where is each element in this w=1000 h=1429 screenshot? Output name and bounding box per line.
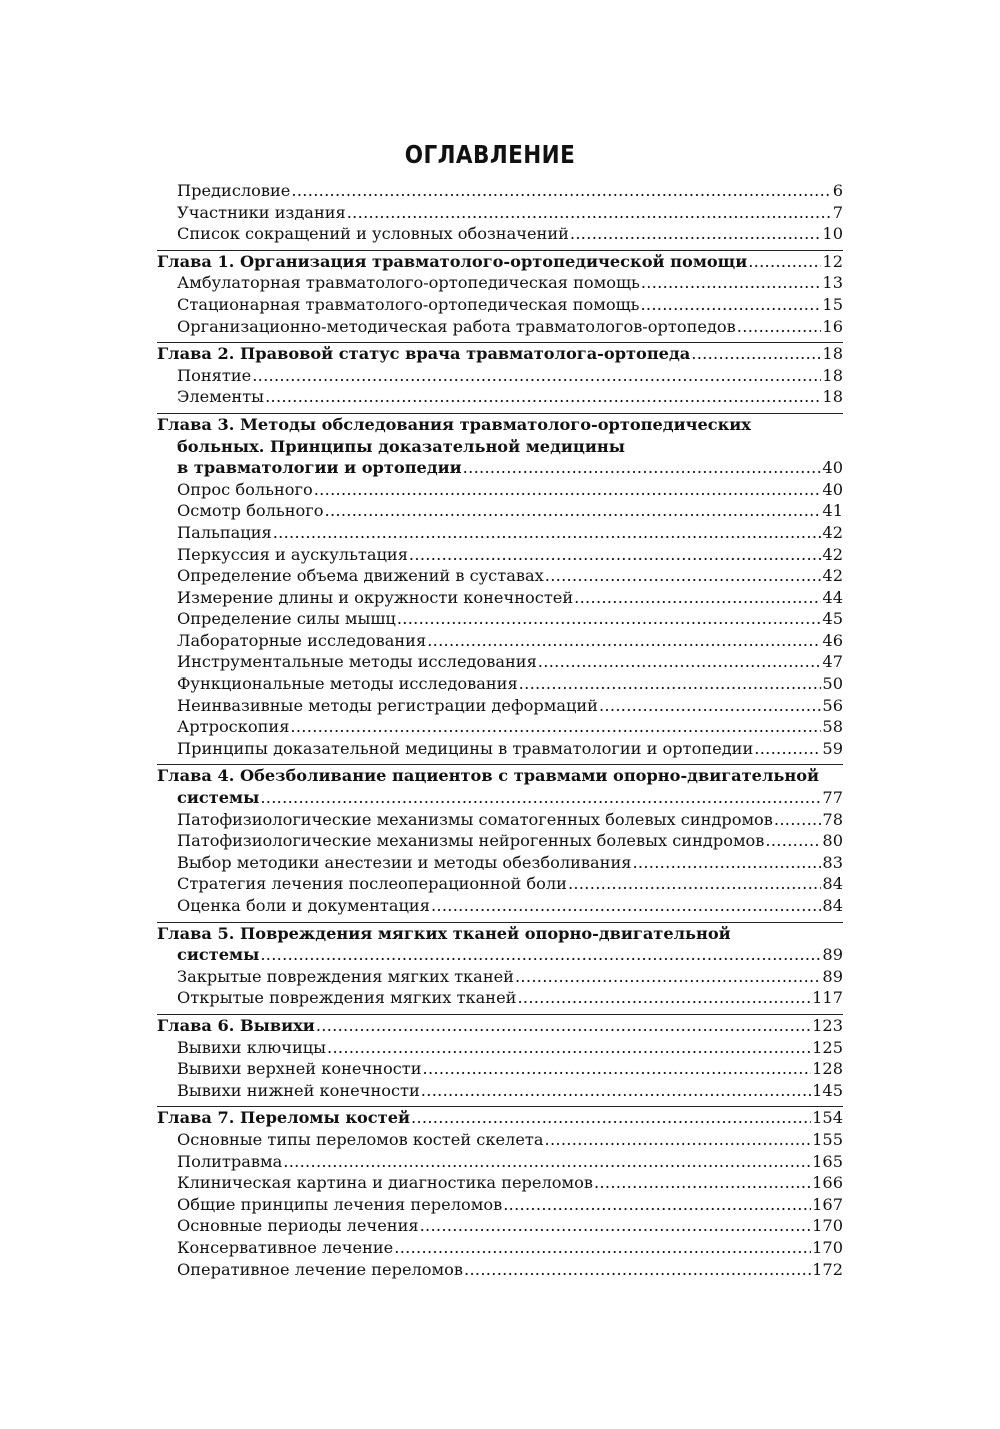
- toc-entry[interactable]: [157, 500, 843, 522]
- toc-entry[interactable]: [157, 809, 843, 831]
- dot-leader: [421, 1080, 811, 1102]
- entry-label: Вывихи нижней конечности: [177, 1080, 420, 1100]
- toc-entry[interactable]: [157, 294, 843, 316]
- dot-leader: [503, 1194, 811, 1216]
- dot-leader: [427, 630, 821, 652]
- page-number: 77: [822, 788, 843, 808]
- dot-leader: [394, 1237, 811, 1259]
- page-number: 123: [812, 1015, 843, 1035]
- toc-entry[interactable]: [157, 1080, 843, 1102]
- dot-leader: [283, 1151, 811, 1173]
- dot-leader: [517, 987, 811, 1009]
- dot-leader: [325, 500, 822, 522]
- toc-entry[interactable]: [157, 223, 843, 245]
- page-number: 18: [822, 344, 843, 364]
- dot-leader: [774, 809, 821, 831]
- toc-entry[interactable]: [157, 180, 843, 202]
- page-number: 10: [822, 224, 843, 244]
- dot-leader: [411, 1107, 811, 1129]
- dot-leader: [290, 716, 821, 738]
- dot-leader: [260, 787, 821, 809]
- chapter-title: системы: [177, 788, 260, 808]
- toc-entry[interactable]: [157, 852, 843, 874]
- entry-label: Инструментальные методы исследования: [177, 652, 537, 672]
- page-title: ОГЛАВЛЕНИЕ: [404, 140, 576, 169]
- toc-entry[interactable]: [157, 1172, 843, 1194]
- dot-leader: [347, 202, 832, 224]
- dot-leader: [423, 1058, 812, 1080]
- toc-entry[interactable]: [157, 830, 843, 852]
- entry-label: Оперативное лечение переломов: [177, 1259, 464, 1279]
- dot-leader: [316, 1015, 811, 1037]
- page-number: 117: [812, 988, 843, 1008]
- entry-label: Оценка боли и документация: [177, 896, 430, 915]
- dot-leader: [327, 1037, 811, 1059]
- page-number: 58: [822, 717, 843, 737]
- dot-leader: [515, 966, 821, 988]
- dot-leader: [431, 895, 821, 917]
- page-number: 50: [822, 674, 843, 694]
- toc-chapter-entry[interactable]: [157, 1015, 843, 1037]
- page-number: 172: [812, 1259, 843, 1279]
- page-number: 145: [812, 1080, 843, 1100]
- page-number: 13: [822, 273, 843, 293]
- entry-label: Закрытые повреждения мягких тканей: [177, 966, 514, 986]
- dot-leader: [599, 695, 821, 717]
- entry-label: Неинвазивные методы регистрации деформаций: [177, 695, 598, 715]
- dot-leader: [545, 565, 822, 587]
- dot-leader: [594, 1172, 811, 1194]
- entry-label: Список сокращений и условных обозначений: [177, 224, 569, 244]
- page-number: 42: [822, 566, 843, 586]
- page-number: 7: [832, 202, 843, 222]
- toc-entry[interactable]: [157, 987, 843, 1009]
- toc-entry[interactable]: [157, 1237, 843, 1259]
- toc-entry[interactable]: [157, 651, 843, 673]
- dot-leader: [545, 1129, 812, 1151]
- dot-leader: [641, 272, 822, 294]
- page-number: 125: [812, 1037, 843, 1057]
- chapter-title-line: Глава 3. Методы обследования травматолого-ортопедических: [157, 414, 751, 434]
- entry-label: Функциональные методы исследования: [177, 674, 518, 694]
- page-number: 41: [822, 501, 843, 521]
- page-number: 89: [822, 966, 843, 986]
- chapter-title: Глава 6. Вывихи: [157, 1015, 315, 1035]
- entry-label: Патофизиологические механизмы нейрогенных болевых синдромов: [177, 831, 765, 851]
- page-number: 166: [812, 1173, 843, 1193]
- toc-chapter-entry[interactable]: [157, 251, 843, 273]
- dot-leader: [754, 738, 821, 760]
- dot-leader: [632, 852, 821, 874]
- page-number: 56: [822, 695, 843, 715]
- dot-leader: [420, 1215, 812, 1237]
- entry-label: Стационарная травматолого-ортопедическая помощь: [177, 294, 640, 314]
- dot-leader: [519, 673, 822, 695]
- page-number: 78: [822, 809, 843, 829]
- toc-chapter-entry[interactable]: [157, 457, 843, 479]
- entry-label: Принципы доказательной медицины в травматологии и ортопедии: [177, 738, 754, 758]
- page-number: 84: [822, 896, 843, 915]
- entry-label: Политравма: [177, 1151, 283, 1171]
- dot-leader: [568, 873, 821, 895]
- page-number: 18: [822, 387, 843, 407]
- page-number: 84: [822, 874, 843, 894]
- toc-entry[interactable]: [157, 565, 843, 587]
- entry-label: Патофизиологические механизмы соматогенных болевых синдромов: [177, 809, 773, 829]
- page-number: 40: [822, 479, 843, 499]
- toc-entry[interactable]: [157, 738, 843, 760]
- toc-entry[interactable]: [157, 316, 843, 338]
- entry-label: Выбор методики анестезии и методы обезболивания: [177, 852, 632, 872]
- entry-label: Измерение длины и окружности конечностей: [177, 587, 574, 607]
- page-number: 170: [812, 1216, 843, 1236]
- page-number: 128: [812, 1059, 843, 1079]
- page-number: 12: [822, 251, 843, 271]
- page-number: 59: [822, 738, 843, 758]
- toc-entry[interactable]: [157, 479, 843, 501]
- toc-entry[interactable]: [157, 1259, 843, 1281]
- dot-leader: [265, 386, 821, 408]
- chapter-title-line: Глава 5. Повреждения мягких тканей опорно-двигательной: [157, 923, 731, 943]
- chapter-title-line: больных. Принципы доказательной медицины: [177, 436, 625, 456]
- toc-entry[interactable]: [157, 695, 843, 717]
- entry-label: Опрос больного: [177, 479, 313, 499]
- toc-entry[interactable]: [157, 202, 843, 224]
- entry-label: Организационно-методическая работа травматологов-ортопедов: [177, 316, 736, 336]
- dot-leader: [273, 522, 822, 544]
- page-number: 42: [822, 544, 843, 564]
- entry-label: Основные типы переломов костей скелета: [177, 1129, 544, 1149]
- dot-leader: [463, 457, 822, 479]
- dot-leader: [538, 651, 822, 673]
- toc-entry[interactable]: [157, 608, 843, 630]
- toc-entry[interactable]: [157, 895, 843, 917]
- page-number: 170: [812, 1237, 843, 1257]
- toc-entry[interactable]: [157, 630, 843, 652]
- dot-leader: [691, 343, 821, 365]
- entry-label: Определение объема движений в суставах: [177, 566, 544, 586]
- page-number: 155: [812, 1129, 843, 1149]
- toc-entry[interactable]: [157, 873, 843, 895]
- dot-leader: [252, 365, 821, 387]
- page-number: 16: [822, 316, 843, 336]
- dot-leader: [748, 251, 821, 273]
- entry-label: Основные периоды лечения: [177, 1216, 419, 1236]
- page-number: 42: [822, 522, 843, 542]
- dot-leader: [737, 316, 822, 338]
- dot-leader: [314, 479, 822, 501]
- entry-label: Предисловие: [177, 181, 291, 200]
- page-number: 15: [822, 294, 843, 314]
- entry-label: Открытые повреждения мягких тканей: [177, 988, 517, 1008]
- page-number: 6: [832, 181, 843, 200]
- dot-leader: [464, 1259, 811, 1281]
- entry-label: Понятие: [177, 365, 252, 385]
- page-number: 44: [822, 587, 843, 607]
- page-number: 47: [822, 652, 843, 672]
- page-number: 40: [822, 458, 843, 478]
- toc-entry[interactable]: [157, 673, 843, 695]
- entry-label: Осмотр больного: [177, 501, 324, 521]
- toc-entry[interactable]: [157, 966, 843, 988]
- entry-label: Общие принципы лечения переломов: [177, 1194, 503, 1214]
- entry-label: Лабораторные исследования: [177, 630, 427, 650]
- entry-label: Клиническая картина и диагностика переломов: [177, 1173, 593, 1193]
- page-number: 89: [822, 945, 843, 965]
- page-number: 154: [812, 1108, 843, 1128]
- toc-chapter-entry[interactable]: [157, 944, 843, 966]
- toc-entry[interactable]: [157, 587, 843, 609]
- toc-entry[interactable]: [157, 522, 843, 544]
- entry-label: Участники издания: [177, 202, 346, 222]
- toc-entry[interactable]: [157, 386, 843, 408]
- toc-chapter-entry[interactable]: [157, 343, 843, 365]
- toc-entry[interactable]: [157, 272, 843, 294]
- toc-entry[interactable]: [157, 1151, 843, 1173]
- entry-label: Пальпация: [177, 522, 272, 542]
- toc-entry[interactable]: [157, 1215, 843, 1237]
- entry-label: Стратегия лечения послеоперационной боли: [177, 874, 567, 894]
- chapter-title-line: Глава 4. Обезболивание пациентов с травмами опорно-двигательной: [157, 766, 819, 786]
- page-number: 45: [822, 609, 843, 629]
- toc-chapter-entry[interactable]: [157, 787, 843, 809]
- page-number: 167: [812, 1194, 843, 1214]
- chapter-title: Глава 7. Переломы костей: [157, 1108, 411, 1128]
- chapter-title: системы: [177, 945, 260, 965]
- dot-leader: [260, 944, 821, 966]
- dot-leader: [397, 608, 822, 630]
- entry-label: Артроскопия: [177, 717, 290, 737]
- dot-leader: [640, 294, 821, 316]
- toc-entry[interactable]: [157, 1037, 843, 1059]
- chapter-title: Глава 1. Организация травматолого-ортопедической помощи: [157, 251, 748, 271]
- toc-entry[interactable]: [157, 1058, 843, 1080]
- toc-entry[interactable]: [157, 544, 843, 566]
- toc-entry[interactable]: [157, 365, 843, 387]
- table-of-contents: [157, 180, 843, 1280]
- page-number: 18: [822, 365, 843, 385]
- dot-leader: [765, 830, 821, 852]
- entry-label: Определение силы мышц: [177, 609, 396, 629]
- page-number: 46: [822, 630, 843, 650]
- toc-entry[interactable]: [157, 1194, 843, 1216]
- entry-label: Консервативное лечение: [177, 1237, 394, 1257]
- entry-label: Вывихи верхней конечности: [177, 1059, 422, 1079]
- toc-entry[interactable]: [157, 716, 843, 738]
- toc-entry[interactable]: [157, 1129, 843, 1151]
- entry-label: Перкуссия и аускультация: [177, 544, 408, 564]
- chapter-title: Глава 2. Правовой статус врача травматолога-ортопеда: [157, 344, 691, 364]
- dot-leader: [409, 544, 821, 566]
- chapter-title: в травматологии и ортопедии: [177, 458, 462, 478]
- page-number: 80: [822, 831, 843, 851]
- dot-leader: [570, 223, 821, 245]
- entry-label: Элементы: [177, 387, 265, 407]
- page-number: 165: [812, 1151, 843, 1171]
- toc-chapter-entry[interactable]: [157, 1107, 843, 1129]
- entry-label: Амбулаторная травматолого-ортопедическая помощь: [177, 273, 640, 293]
- entry-label: Вывихи ключицы: [177, 1037, 327, 1057]
- dot-leader: [574, 587, 821, 609]
- page-number: 83: [822, 852, 843, 872]
- dot-leader: [291, 180, 831, 202]
